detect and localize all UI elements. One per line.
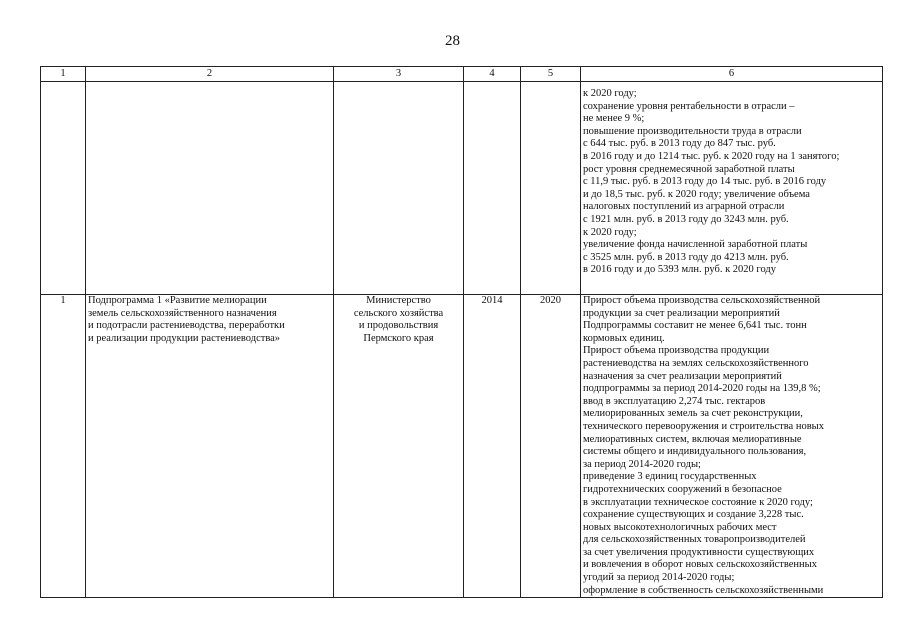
text-line: в эксплуатации техническое состояние к 2020 году; [583,496,813,508]
subprogram-name-text [88,295,331,345]
text-line: Подпрограмма 1 «Развитие мелиорации [88,295,267,306]
text-line: мелиорированных земель за счет реконструкции, [583,408,803,420]
text-line: Министерство [366,295,431,306]
subprogram-results-text [583,295,880,597]
text-line: оформление в собственность сельскохозяйственными [583,584,824,596]
text-line: сохранение уровня рентабельности в отрасли – [583,100,795,112]
text-line: и до 18,5 тыс. руб. к 2020 году; увеличение объема [583,188,810,200]
executor-text [336,295,461,345]
continued-row [41,82,883,295]
text-line: кормовых единиц. [583,332,665,344]
text-line: системы общего и индивидуального пользования, [583,446,807,458]
column-header-3: 3 [334,67,464,82]
text-line: для сельскохозяйственных товаропроизводителей [583,534,806,546]
cell-empty-5 [521,82,581,295]
continued-results-text [583,82,880,277]
text-line: с 11,9 тыс. руб. в 2013 году до 14 тыс. руб. в 2016 году [583,176,827,188]
text-line: Пермского края [363,332,434,344]
text-line: с 1921 млн. руб. в 2013 году до 3243 млн. руб. [583,213,789,225]
executor-cell [334,295,464,598]
column-header-1: 1 [41,67,86,82]
end-year: 2020 [521,295,581,598]
subprogram-row [41,295,883,598]
text-line: повышение производительности труда в отрасли [583,125,802,137]
text-line: земель сельскохозяйственного назначения [88,307,277,319]
cell-empty-3 [334,82,464,295]
text-line: и подотрасли растениеводства, переработки [88,320,285,332]
text-line: за счет увеличения продуктивности существующих [583,546,815,558]
text-line: налоговых поступлений из аграрной отрасли [583,201,785,213]
continued-results-cell [581,82,883,295]
text-line: увеличение фонда начисленной заработной платы [583,239,808,251]
text-line: и реализации продукции растениеводства» [88,332,281,344]
text-line: сохранение существующих и создание 3,228 тыс. [583,509,804,521]
text-line: мелиоративных систем, включая мелиоративные [583,433,802,445]
text-line: гидротехнических сооружений в безопасное [583,483,782,495]
text-line: к 2020 году; [583,226,637,238]
text-line: подпрограммы за период 2014-2020 годы на 139,8 %; [583,383,821,395]
text-line: к 2020 году; [583,88,637,99]
text-line: с 3525 млн. руб. в 2013 году до 4213 млн. руб. [583,251,789,263]
text-line: рост уровня среднемесячной заработной платы [583,163,795,175]
text-line: приведение 3 единиц государственных [583,471,757,483]
header-row [41,67,883,82]
text-line: и вовлечения в оборот новых сельскохозяйственных [583,559,817,571]
subprogram-results-cell [581,295,883,598]
text-line: угодий за период 2014-2020 годы; [583,572,735,584]
subprogram-number: 1 [41,295,86,598]
text-line: продукции за счет реализации мероприятий [583,307,780,319]
text-line: с 644 тыс. руб. в 2013 году до 847 тыс. руб. [583,138,776,150]
text-line: новых высокотехнологичных рабочих мест [583,521,777,533]
text-line: за период 2014-2020 годы; [583,458,701,470]
text-line: Подпрограммы составит не менее 6,641 тыс. тонн [583,320,807,332]
text-line: сельского хозяйства [353,307,444,319]
column-header-5: 5 [521,67,581,82]
text-line: в 2016 году и до 1214 тыс. руб. к 2020 году на 1 занятого; [583,150,840,162]
text-line: Прирост объема производства продукции [583,345,770,357]
text-line: не менее 9 %; [583,113,645,125]
text-line: технического перевооружения и строительства новых [583,420,824,432]
cell-empty-4 [464,82,521,295]
subprogram-name [86,295,334,598]
text-line: Прирост объема производства сельскохозяйственной [583,295,821,306]
text-line: в 2016 году и до 5393 млн. руб. к 2020 году [583,264,777,276]
column-header-2: 2 [86,67,334,82]
column-header-6: 6 [581,67,883,82]
cell-empty-1 [41,82,86,295]
text-line: назначения за счет реализации мероприятий [583,370,782,382]
text-line: ввод в эксплуатацию 2,274 тыс. гектаров [583,395,766,407]
page-number: 28 [445,33,460,49]
start-year: 2014 [464,295,521,598]
column-header-4: 4 [464,67,521,82]
cell-empty-2 [86,82,334,295]
text-line: и продовольствия [358,320,439,332]
text-line: растениеводства на землях сельскохозяйственного [583,357,809,369]
program-table [40,66,883,598]
